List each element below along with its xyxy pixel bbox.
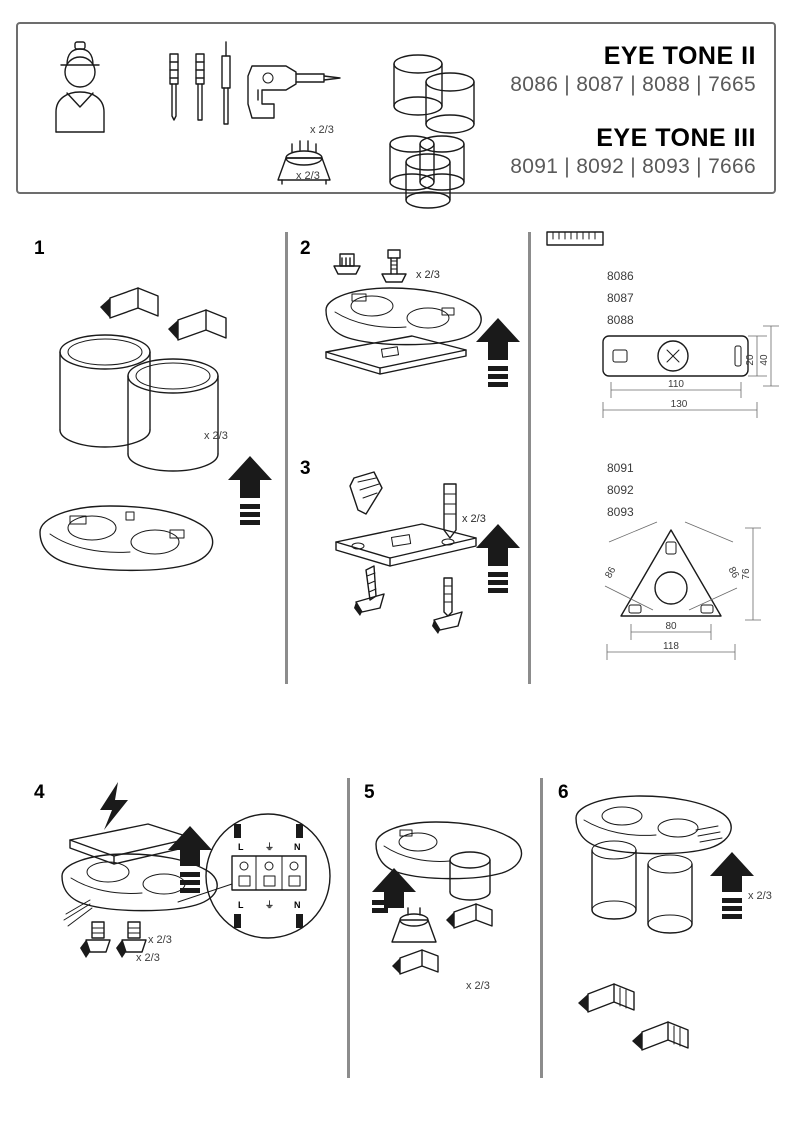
assembly-up-arrow	[476, 318, 520, 387]
dimension-drawings	[545, 230, 785, 690]
product-1-name: EYE TONE II	[603, 42, 756, 70]
divider-3	[347, 778, 350, 1078]
step-3-qty: x 2/3	[462, 513, 486, 525]
header-qty-lamp: x 2/3	[296, 170, 320, 182]
dim-side-left: 86	[603, 565, 619, 581]
luminaire-head-1	[60, 335, 150, 447]
dim-width-inner: 110	[668, 379, 684, 390]
terminal-earth-top: ⏚	[265, 842, 275, 852]
product-2-name: EYE TONE III	[596, 124, 756, 152]
step-3-illustration	[330, 466, 530, 656]
rotate-arrow-head-1	[578, 984, 634, 1012]
luminaire-head-2	[128, 359, 218, 471]
step-2-illustration	[320, 240, 520, 400]
step-2-number: 2	[300, 238, 311, 259]
dim-height-outer: 40	[759, 354, 770, 366]
product-title-1	[416, 42, 756, 97]
rotate-arrow-lamp	[392, 950, 438, 974]
assembly-up-arrow	[476, 524, 520, 593]
dim-code-8088: 8088	[607, 313, 634, 327]
step-5-illustration	[366, 816, 536, 1016]
mounted-base	[576, 796, 731, 854]
step-6-illustration	[566, 790, 786, 1080]
step-4-illustration	[56, 780, 346, 1010]
dim-height-right: 76	[741, 568, 752, 580]
triangle-footprint-drawing	[603, 522, 761, 660]
luminaire-head-2	[648, 855, 692, 933]
assembly-up-arrow	[228, 456, 272, 525]
header-qty-luminaire: x 2/3	[310, 124, 334, 136]
step-3-number: 3	[300, 458, 311, 479]
step-5-qty: x 2/3	[466, 980, 490, 992]
rotate-arrow-a	[100, 288, 158, 318]
step-4-qty-1: x 2/3	[148, 934, 172, 946]
terminal-label-top-L: L	[238, 842, 244, 852]
dim-height-inner: 20	[745, 354, 756, 366]
assembly-up-arrow	[710, 852, 754, 919]
terminal-earth-bottom: ⏚	[265, 900, 275, 910]
divider-1	[285, 232, 288, 684]
step-1-qty: x 2/3	[204, 430, 228, 442]
step-6-qty: x 2/3	[748, 890, 772, 902]
terminal-block-detail	[206, 814, 330, 938]
electricity-warning-icon	[100, 782, 128, 830]
divider-4	[540, 778, 543, 1078]
terminal-label-bottom-L: L	[238, 900, 244, 910]
drill-icon	[248, 66, 340, 118]
step-4-qty-2: x 2/3	[136, 952, 160, 964]
dim-code-8092: 8092	[607, 483, 634, 497]
step-1-number: 1	[34, 238, 45, 259]
step-5-number: 5	[364, 782, 375, 803]
product-1-codes: 8086 | 8087 | 8088 | 7665	[510, 72, 756, 96]
dim-code-8087: 8087	[607, 291, 634, 305]
dim-code-8086: 8086	[607, 269, 634, 283]
installer-person-icon	[56, 42, 104, 132]
step-1-illustration	[30, 280, 280, 580]
product-2-codes: 8091 | 8092 | 8093 | 7666	[510, 154, 756, 178]
dim-width-outer: 130	[670, 399, 688, 410]
dim-side-right: 86	[725, 565, 741, 581]
dim-code-8091: 8091	[607, 461, 634, 475]
dim-base-inner: 80	[665, 621, 677, 632]
ruler-icon	[547, 232, 603, 245]
dim-base-outer: 118	[663, 641, 679, 652]
terminal-label-bottom-N: N	[294, 900, 301, 910]
screw-pair-top	[334, 250, 406, 282]
rotate-arrow-b	[168, 310, 226, 340]
step-4-number: 4	[34, 782, 45, 803]
wall-plug-left	[350, 472, 382, 514]
rotate-arrow-head-2	[632, 1022, 688, 1050]
screwdrivers-icon	[170, 42, 230, 124]
step-2-qty: x 2/3	[416, 269, 440, 281]
rect-footprint-drawing	[603, 326, 779, 418]
mounting-base	[326, 288, 481, 345]
rotate-arrow-head	[446, 904, 492, 928]
terminal-label-top-N: N	[294, 842, 301, 852]
fixing-screw-right	[432, 578, 462, 634]
gu10-lamp	[392, 908, 436, 942]
header-panel	[16, 22, 776, 194]
dim-code-8093: 8093	[607, 505, 634, 519]
step-6-number: 6	[558, 782, 569, 803]
mounting-base	[40, 506, 213, 570]
product-title-2	[416, 124, 756, 179]
fixing-screw-left	[354, 566, 384, 616]
assembly-up-arrow	[168, 826, 212, 893]
